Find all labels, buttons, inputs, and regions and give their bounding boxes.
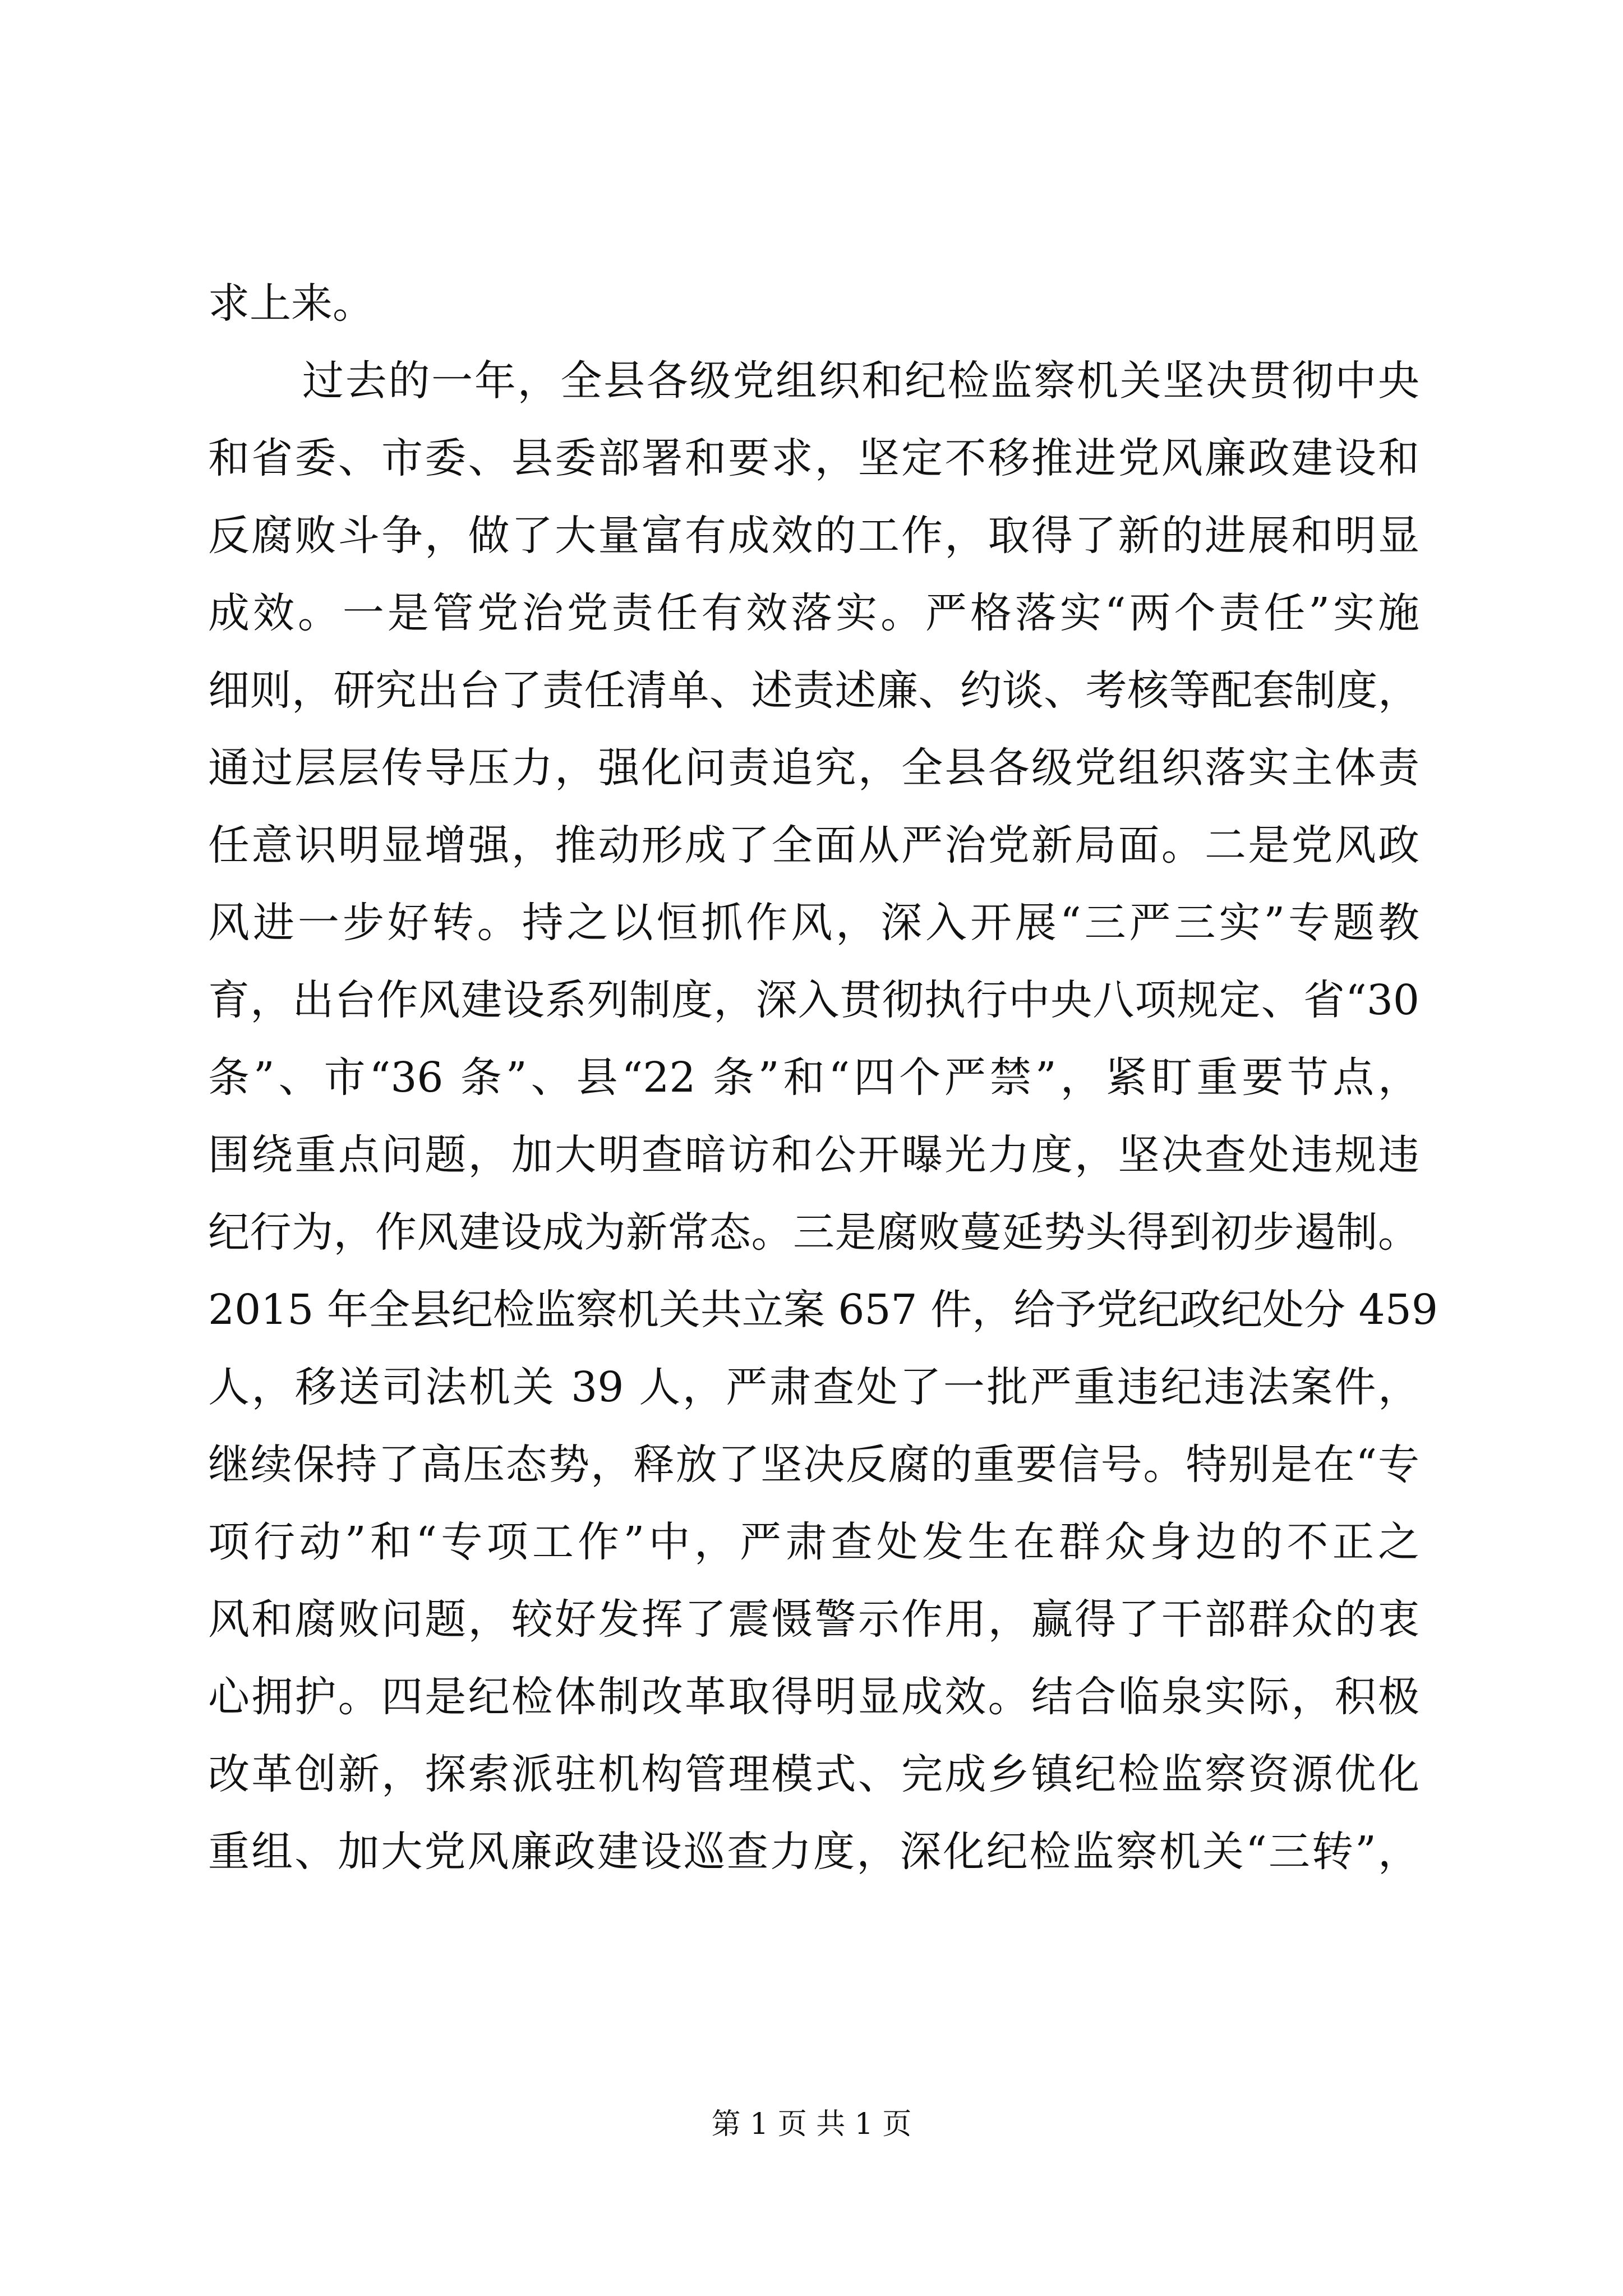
page-footer xyxy=(0,2105,1623,2144)
text-line: 纪行为，作风建设成为新常态。三是腐败蔓延势头得到初步遏制。 xyxy=(208,1208,1419,1257)
text-line: 改革创新，探索派驻机构管理模式、完成乡镇纪检监察资源优化 xyxy=(208,1750,1419,1798)
page-number-label: 第 1 页 共 1 页 xyxy=(711,2108,912,2141)
text-line: 过去的一年，全县各级党组织和纪检监察机关坚决贯彻中央 xyxy=(302,357,1419,405)
text-line: 育，出台作风建设系列制度，深入贯彻执行中央八项规定、省“30 xyxy=(208,976,1419,1024)
text-line: 通过层层传导压力，强化问责追究，全县各级党组织落实主体责 xyxy=(208,744,1419,792)
text-line: 2015 年全县纪检监察机关共立案 657 件，给予党纪政纪处分 459 xyxy=(208,1286,1438,1334)
text-line: 成效。一是管党治党责任有效落实。严格落实“两个责任”实施 xyxy=(208,589,1419,637)
text-line: 重组、加大党风廉政建设巡查力度，深化纪检监察机关“三转”， xyxy=(208,1828,1419,1876)
text-line: 人，移送司法机关 39 人，严肃查处了一批严重违纪违法案件， xyxy=(208,1363,1419,1411)
text-line: 风进一步好转。持之以恒抓作风，深入开展“三严三实”专题教 xyxy=(208,899,1419,947)
text-line: 条”、市“36 条”、县“22 条”和“四个严禁”，紧盯重要节点， xyxy=(208,1053,1419,1102)
text-line: 反腐败斗争，做了大量富有成效的工作，取得了新的进展和明显 xyxy=(208,512,1419,560)
text-line: 项行动”和“专项工作”中，严肃查处发生在群众身边的不正之 xyxy=(208,1518,1419,1566)
text-line: 任意识明显增强，推动形成了全面从严治党新局面。二是党风政 xyxy=(208,821,1419,869)
text-line: 心拥护。四是纪检体制改革取得明显成效。结合临泉实际，积极 xyxy=(208,1673,1419,1721)
text-line: 围绕重点问题，加大明查暗访和公开曝光力度，坚决查处违规违 xyxy=(208,1131,1419,1179)
text-line: 细则，研究出台了责任清单、述责述廉、约谈、考核等配套制度， xyxy=(208,666,1419,715)
text-line: 和省委、市委、县委部署和要求，坚定不移推进党风廉政建设和 xyxy=(208,434,1419,482)
text-line: 求上来。 xyxy=(208,279,374,328)
text-line: 风和腐败问题，较好发挥了震慑警示作用，赢得了干部群众的衷 xyxy=(208,1595,1419,1644)
text-line: 继续保持了高压态势，释放了坚决反腐的重要信号。特别是在“专 xyxy=(208,1441,1419,1489)
body-text xyxy=(208,265,1438,1890)
